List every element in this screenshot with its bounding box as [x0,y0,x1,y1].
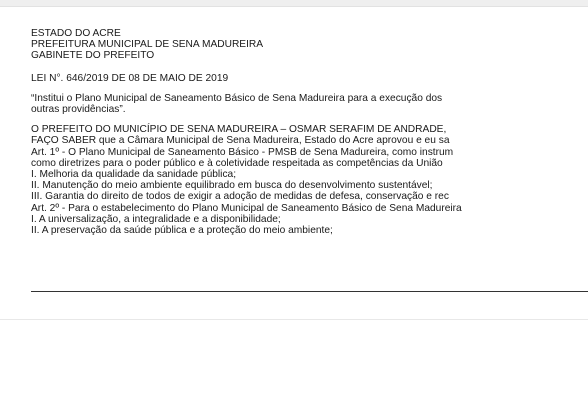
header-state: ESTADO DO ACRE [31,28,121,39]
body-line: I. Melhoria da qualidade da sanidade pública; [31,169,237,181]
ementa-line-2: outras providências”. [31,104,126,116]
ementa-line-1: “Institui o Plano Municipal de Saneamento Básico de Sena Madureira para a execução dos [31,92,443,104]
body-line: como diretrizes para o poder público e à coletividade respeitada as competências da União [31,157,443,169]
header-prefecture: PREFEITURA MUNICIPAL DE SENA MADUREIRA [31,39,264,51]
footer-divider [0,319,588,320]
body-line: Art. 1º - O Plano Municipal de Saneamento Básico - PMSB de Sena Madureira, como instrum [31,146,454,158]
body-line: II. A preservação da saúde pública e a proteção do meio ambiente; [31,225,333,237]
separator-rule [31,291,588,292]
document-body [31,28,588,236]
body-line: III. Garantia do direito de todos de exigir a adoção de medidas de defesa, conservação e rec [31,191,449,203]
body-line: I. A universalização, a integralidade e a disponibilidade; [31,213,281,225]
law-title: LEI N°. 646/2019 DE 08 DE MAIO DE 2019 [31,72,229,84]
top-strip [0,0,588,7]
body-line: FAÇO SABER que a Câmara Municipal de Sena Madureira, Estado do Acre aprovou e eu sa [31,135,450,147]
body-line: Art. 2º - Para o estabelecimento do Plano Municipal de Saneamento Básico de Sena Madureira [31,202,462,214]
body-line: II. Manutenção do meio ambiente equilibrado em busca do desenvolvimento sustentável; [31,180,433,192]
header-office: GABINETE DO PREFEITO [31,50,155,62]
body-line: O PREFEITO DO MUNICÍPIO DE SENA MADUREIRA – OSMAR SERAFIM DE ANDRADE, [31,124,447,136]
